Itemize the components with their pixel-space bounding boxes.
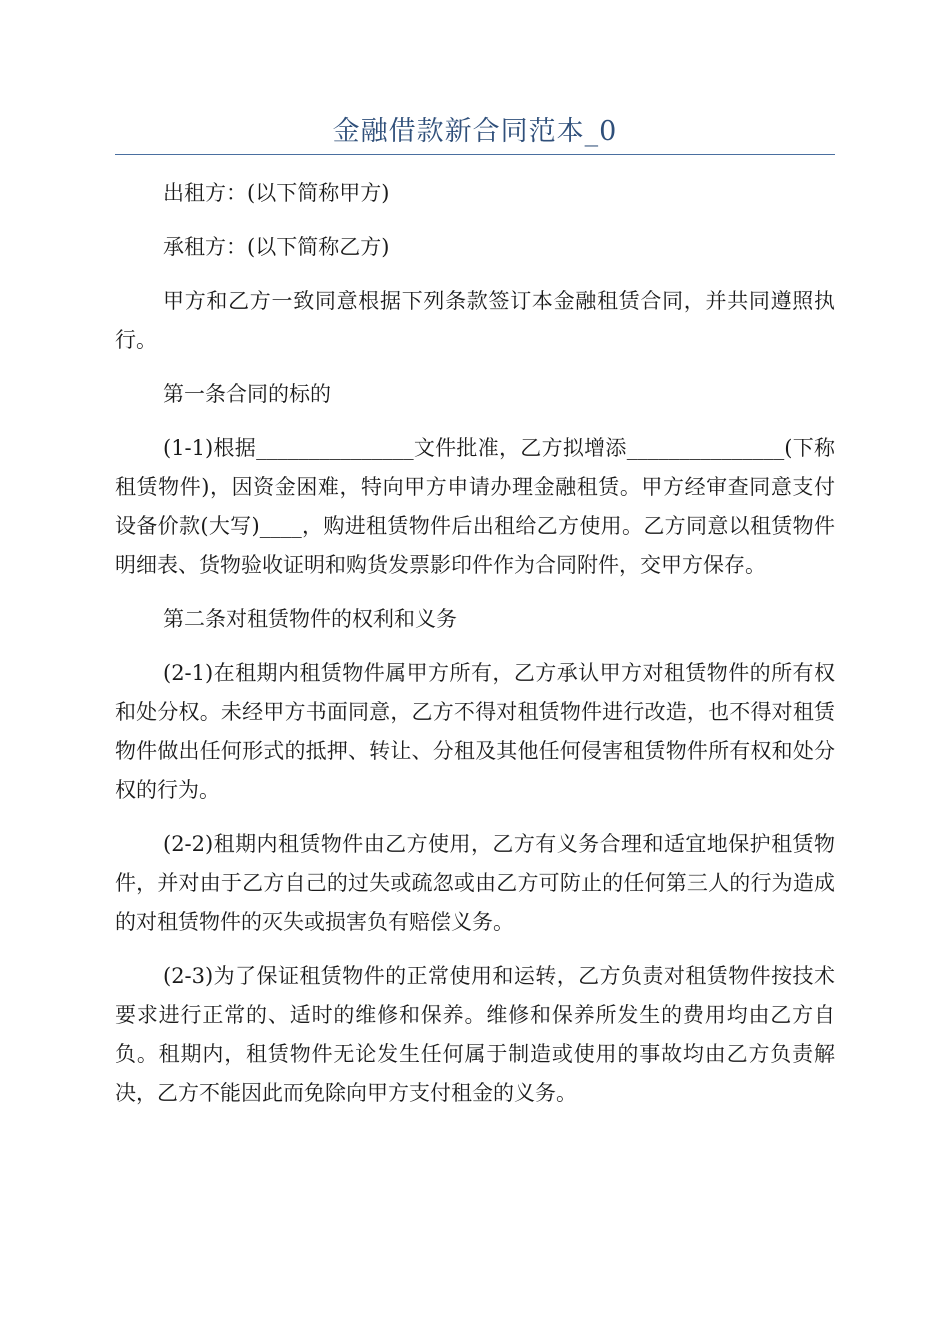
paragraph-lessor: 出租方：(以下简称甲方)	[163, 181, 390, 205]
document-body	[115, 174, 835, 1128]
clause-2-3: (2-3)为了保证租赁物件的正常使用和运转，乙方负责对租赁物件按技术要求进行正常的、适时的维修和保养。维修和保养所发生的费用均由乙方自负。租期内，租赁物件无论发生任何属于制造或使用的事故均由乙方负责解决，乙方不能因此而免除向甲方支付租金的义务。	[115, 964, 835, 1105]
document-title: 金融借款新合同范本_0	[332, 116, 618, 147]
section-heading-2: 第二条对租赁物件的权利和义务	[163, 607, 457, 631]
clause-2-1: (2-1)在租期内租赁物件属甲方所有，乙方承认甲方对租赁物件的所有权和处分权。未经甲方书面同意，乙方不得对租赁物件进行改造，也不得对租赁物件做出任何形式的抵押、转让、分租及其他任何侵害租赁物件所有权和处分权的行为。	[115, 661, 835, 802]
paragraph-lessee: 承租方：(以下简称乙方)	[163, 235, 390, 259]
title-underline	[115, 154, 835, 155]
paragraph-agreement: 甲方和乙方一致同意根据下列条款签订本金融租赁合同，并共同遵照执行。	[115, 289, 835, 352]
clause-2-2: (2-2)租期内租赁物件由乙方使用，乙方有义务合理和适宜地保护租赁物件，并对由于乙方自己的过失或疏忽或由乙方可防止的任何第三人的行为造成的对租赁物件的灭失或损害负有赔偿义务。	[115, 832, 835, 934]
clause-1-1: (1-1)根据_______________文件批准，乙方拟增添_______________(下称租赁物件)，因资金困难，特向甲方申请办理金融租赁。甲方经审查同意支付设备价款(大写)____，购进租赁物件后出租给乙方使用。乙方同意以租赁物件明细表、货物验收证明和购货发票影印件作为合同附件，交甲方保存。	[115, 436, 835, 577]
section-heading-1: 第一条合同的标的	[163, 382, 331, 406]
